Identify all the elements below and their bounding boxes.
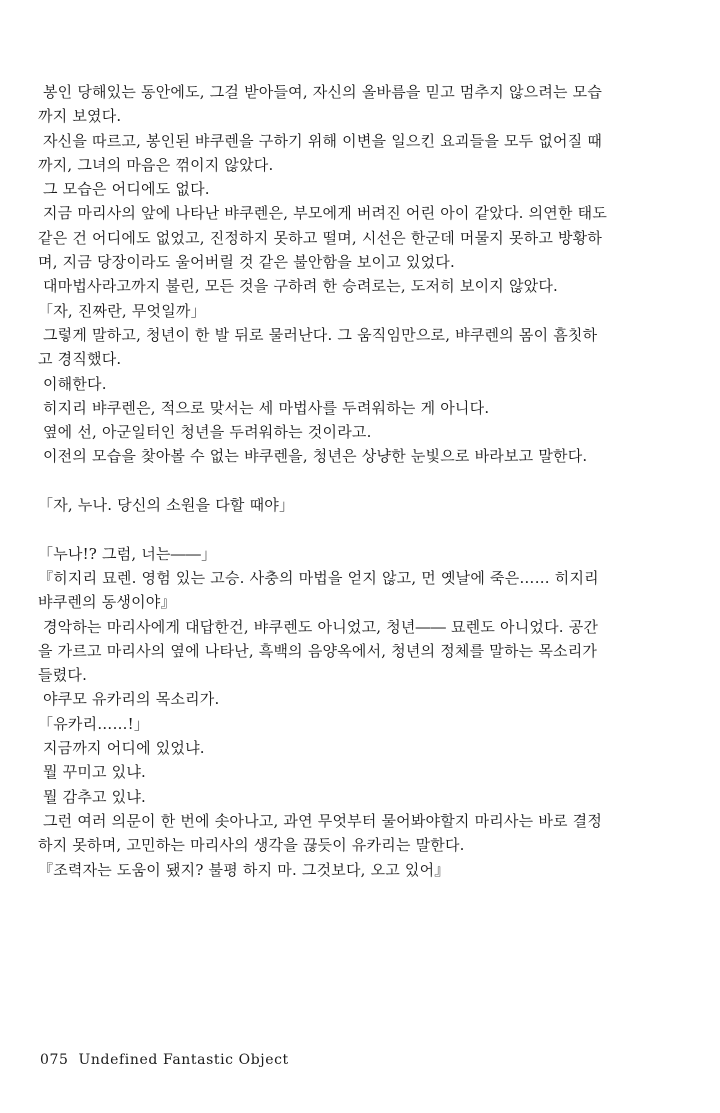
text-line: 옆에 선, 아군일터인 청년을 두려워하는 것이라고. xyxy=(38,423,372,442)
text-line: 지금 마리사의 앞에 나타난 뱌쿠렌은, 부모에게 버려진 어린 아이 같았다. 의연한 태도 xyxy=(38,204,608,223)
text-line: 하지 못하며, 고민하는 마리사의 생각을 끊듯이 유카리는 말한다. xyxy=(38,836,465,855)
text-line: 히지리 뱌쿠렌은, 적으로 맞서는 세 마법사를 두려워하는 게 아니다. xyxy=(38,398,490,417)
text-line: 뭘 꾸미고 있냐. xyxy=(38,763,147,782)
text-line: 을 가르고 마리사의 옆에 나타난, 흑백의 음양옥에서, 청년의 정체를 말하는 목소리가 xyxy=(38,641,598,660)
text-line: 봉인 당해있는 동안에도, 그걸 받아들여, 자신의 올바름을 믿고 멈추지 않으려는 모습 xyxy=(38,83,603,101)
text-line: 고 경직했다. xyxy=(38,350,122,369)
text-line: 「누나!? 그럼, 너는――」 xyxy=(38,544,217,563)
text-line: 까지 보였다. xyxy=(38,107,122,126)
novel-body-text xyxy=(38,80,694,882)
text-line: 며, 지금 당장이라도 울어버릴 것 같은 불안함을 보이고 있었다. xyxy=(38,253,455,272)
text-line: 같은 건 어디에도 없었고, 진정하지 못하고 떨며, 시선은 한군데 머물지 못하고 방황하 xyxy=(38,228,603,247)
text-line: 까지, 그녀의 마음은 꺾이지 않았다. xyxy=(38,155,274,174)
text-line: 들렸다. xyxy=(38,666,88,685)
text-line: 지금까지 어디에 있었냐. xyxy=(38,739,205,758)
page-number: 075 xyxy=(40,1052,69,1068)
blank-line xyxy=(38,469,694,493)
text-line: 대마법사라고까지 불린, 모든 것을 구하려 한 승려로는, 도저히 보이지 않았다. xyxy=(38,277,558,296)
book-title: Undefined Fantastic Object xyxy=(78,1052,289,1068)
text-line: 『히지리 묘렌. 영험 있는 고승. 사충의 마법을 얻지 않고, 먼 옛날에 죽은…… 히지리 xyxy=(38,568,599,587)
text-line: 「유카리……!」 xyxy=(38,714,150,733)
text-line: 이해한다. xyxy=(38,374,107,393)
page-footer xyxy=(40,1052,289,1068)
text-line: 뱌쿠렌의 동생이야』 xyxy=(38,593,176,612)
text-line: 야쿠모 유카리의 목소리가. xyxy=(38,690,220,709)
text-line: 그렇게 말하고, 청년이 한 발 뒤로 물러난다. 그 움직임만으로, 뱌쿠렌의 몸이 흠칫하 xyxy=(38,325,598,344)
text-line: 경악하는 마리사에게 대답한건, 뱌쿠렌도 아니었고, 청년―― 묘렌도 아니었다. 공간 xyxy=(38,617,599,636)
text-line: 자신을 따르고, 봉인된 뱌쿠렌을 구하기 위해 이변을 일으킨 요괴들을 모두 없어질 때 xyxy=(38,131,603,150)
blank-line xyxy=(38,517,694,541)
text-line: 이전의 모습을 찾아볼 수 없는 뱌쿠렌을, 청년은 상냥한 눈빛으로 바라보고 말한다. xyxy=(38,447,588,466)
text-line: 「자, 누나. 당신의 소원을 다할 때야」 xyxy=(38,496,295,515)
text-line: 그런 여러 의문이 한 번에 솟아나고, 과연 무엇부터 물어봐야할지 마리사는 바로 결정 xyxy=(38,811,603,830)
text-line: 「자, 진짜란, 무엇일까」 xyxy=(38,301,206,320)
text-line: 그 모습은 어디에도 없다. xyxy=(38,180,210,199)
text-line: 『조력자는 도움이 됐지? 불평 하지 마. 그것보다, 오고 있어』 xyxy=(38,860,450,879)
text-line: 뭘 감추고 있냐. xyxy=(38,787,147,806)
